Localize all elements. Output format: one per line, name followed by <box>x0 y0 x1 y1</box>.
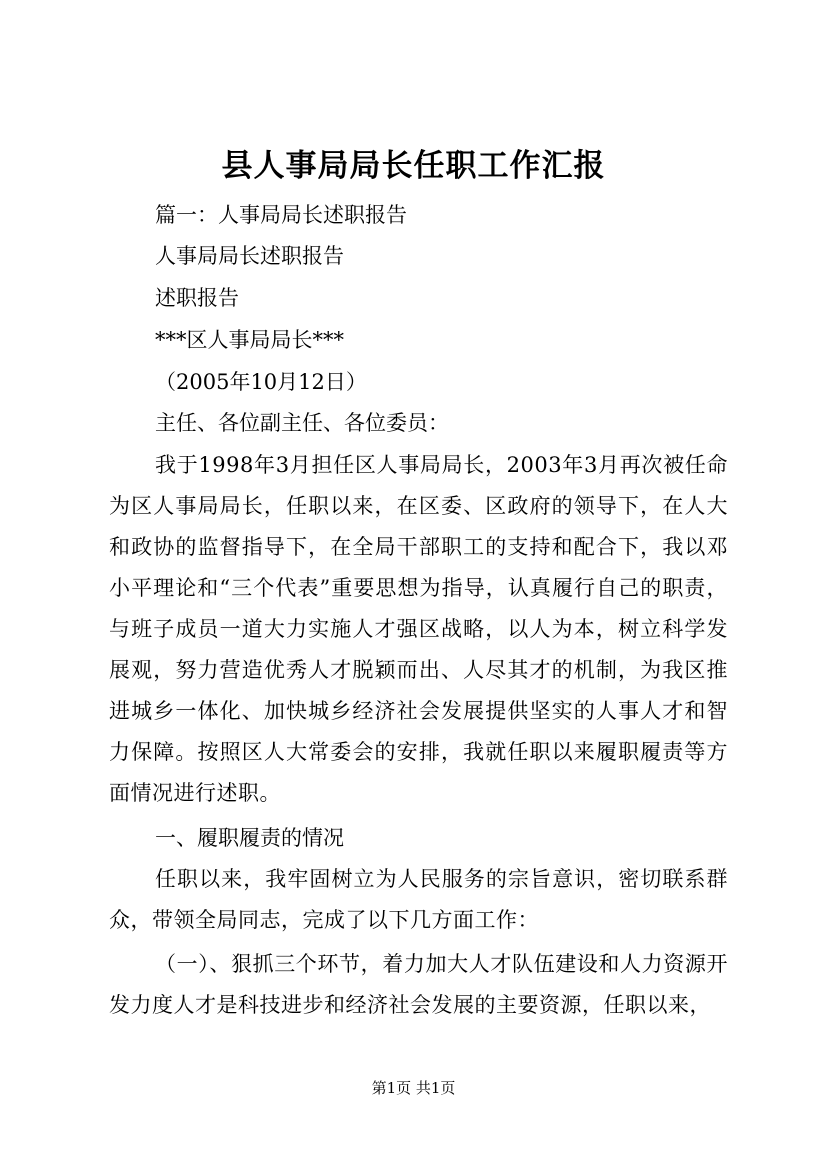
report-subheading: 述职报告 <box>155 286 239 310</box>
section-heading-1: 一、履职履责的情况 <box>155 826 344 850</box>
body-paragraph-1: 我于1998年3月担任区人事局局长，2003年3月再次被任命为区人事局局长，任职以来，在区委、区政府的领导下，在人大和政协的监督指导下，在全局干部职工的支持和配合下，我以邓小平理论和“三个代表”重要思想为指导，认真履行自己的职责，与班子成员一道大力实施人才强区战略，以人为本，树立科学发展观，努力营造优秀人才脱颖而出、人尽其才的机制，为我区推进城乡一体化、加快城乡经济社会发展提供坚实的人事人才和智力保障。按照区人大常委会的安排，我就任职以来履职履责等方面情况进行述职。 <box>109 453 728 805</box>
date-line: （2005年10月12日） <box>155 370 367 394</box>
document-title: 县人事局局长任职工作汇报 <box>221 148 606 184</box>
report-heading: 人事局局长述职报告 <box>155 244 344 268</box>
part-heading: 篇一：人事局局长述职报告 <box>155 203 407 227</box>
page-footer: 第1页 共1页 <box>371 1079 456 1097</box>
author-line: ***区人事局局长*** <box>155 328 344 352</box>
body-paragraph-2: 任职以来，我牢固树立为人民服务的宗旨意识，密切联系群众，带领全局同志，完成了以下几方面工作： <box>109 867 728 932</box>
salutation-line: 主任、各位副主任、各位委员： <box>155 411 449 435</box>
body-paragraph-3: （一）、狠抓三个环节，着力加大人才队伍建设和人力资源开发力度人才是科技进步和经济社会发展的主要资源，任职以来， <box>109 952 728 1017</box>
